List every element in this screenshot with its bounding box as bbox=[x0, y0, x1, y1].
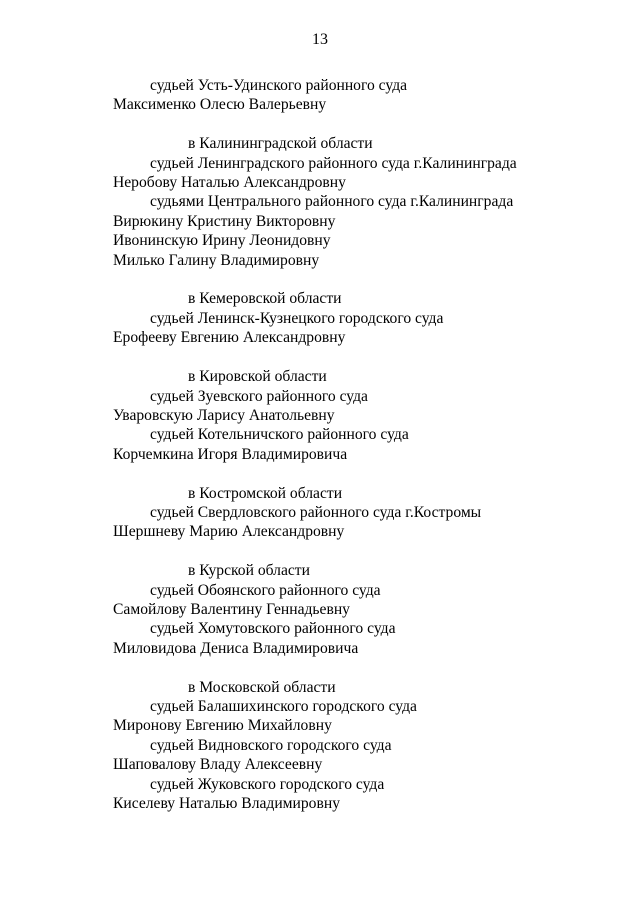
region-heading: в Московской области bbox=[188, 678, 336, 696]
person-name: Уваровскую Ларису Анатольевну bbox=[113, 406, 335, 424]
person-name: Корчемкина Игоря Владимировича bbox=[113, 445, 348, 463]
court-line: судьей Хомутовского районного суда bbox=[150, 620, 396, 638]
blank-line bbox=[113, 115, 573, 134]
blank-line bbox=[113, 542, 573, 561]
person-name: Неробову Наталью Александровну bbox=[113, 174, 346, 192]
court-line: судьей Обоянского районного суда bbox=[150, 581, 381, 599]
court-line: судьей Балашихинского городского суда bbox=[150, 698, 417, 715]
region-heading: в Кировской области bbox=[188, 368, 327, 386]
court-line: судьями Центрального районного суда г.Калининграда bbox=[150, 193, 514, 211]
blank-line bbox=[113, 270, 573, 289]
person-name: Миронову Евгению Михайловну bbox=[113, 717, 332, 735]
court-line: судьей Видновского городского суда bbox=[150, 736, 392, 754]
region-heading: в Калининградской области bbox=[188, 135, 373, 153]
person-name: Шершневу Марию Александровну bbox=[113, 523, 345, 541]
court-line: судьей Котельничского районного суда bbox=[150, 426, 409, 444]
blank-line bbox=[113, 348, 573, 367]
region-heading: в Кемеровской области bbox=[188, 290, 342, 308]
court-line: судьей Зуевского районного суда bbox=[150, 387, 368, 405]
blank-line bbox=[113, 658, 573, 677]
court-line: судьей Ленинск-Кузнецкого городского суда bbox=[150, 309, 444, 327]
person-name: Шаповалову Владу Алексеевну bbox=[113, 756, 323, 774]
person-name: Самойлову Валентину Геннадьевну bbox=[113, 600, 350, 618]
region-heading: в Курской области bbox=[188, 562, 310, 580]
person-name: Милько Галину Владимировну bbox=[113, 251, 320, 269]
blank-line bbox=[113, 464, 573, 483]
court-line: судьей Ленинградского районного суда г.Калининграда bbox=[150, 154, 517, 172]
person-name: Ерофееву Евгению Александровну bbox=[113, 329, 346, 347]
region-heading: в Костромской области bbox=[188, 484, 343, 502]
person-name: Ивонинскую Ирину Леонидовну bbox=[113, 232, 331, 250]
court-line: судьей Жуковского городского суда bbox=[150, 775, 385, 793]
page-number: 13 bbox=[312, 31, 328, 48]
person-name: Миловидова Дениса Владимировича bbox=[113, 639, 359, 657]
person-name: Максименко Олесю Валерьевну bbox=[113, 96, 327, 114]
document-body bbox=[113, 76, 573, 813]
court-line: судьей Свердловского районного суда г.Костромы bbox=[150, 503, 482, 521]
person-name: Киселеву Наталью Владимировну bbox=[113, 795, 340, 813]
court-line: судьей Усть-Удинского районного суда bbox=[150, 77, 408, 94]
person-name: Вирюкину Кристину Викторовну bbox=[113, 212, 336, 230]
